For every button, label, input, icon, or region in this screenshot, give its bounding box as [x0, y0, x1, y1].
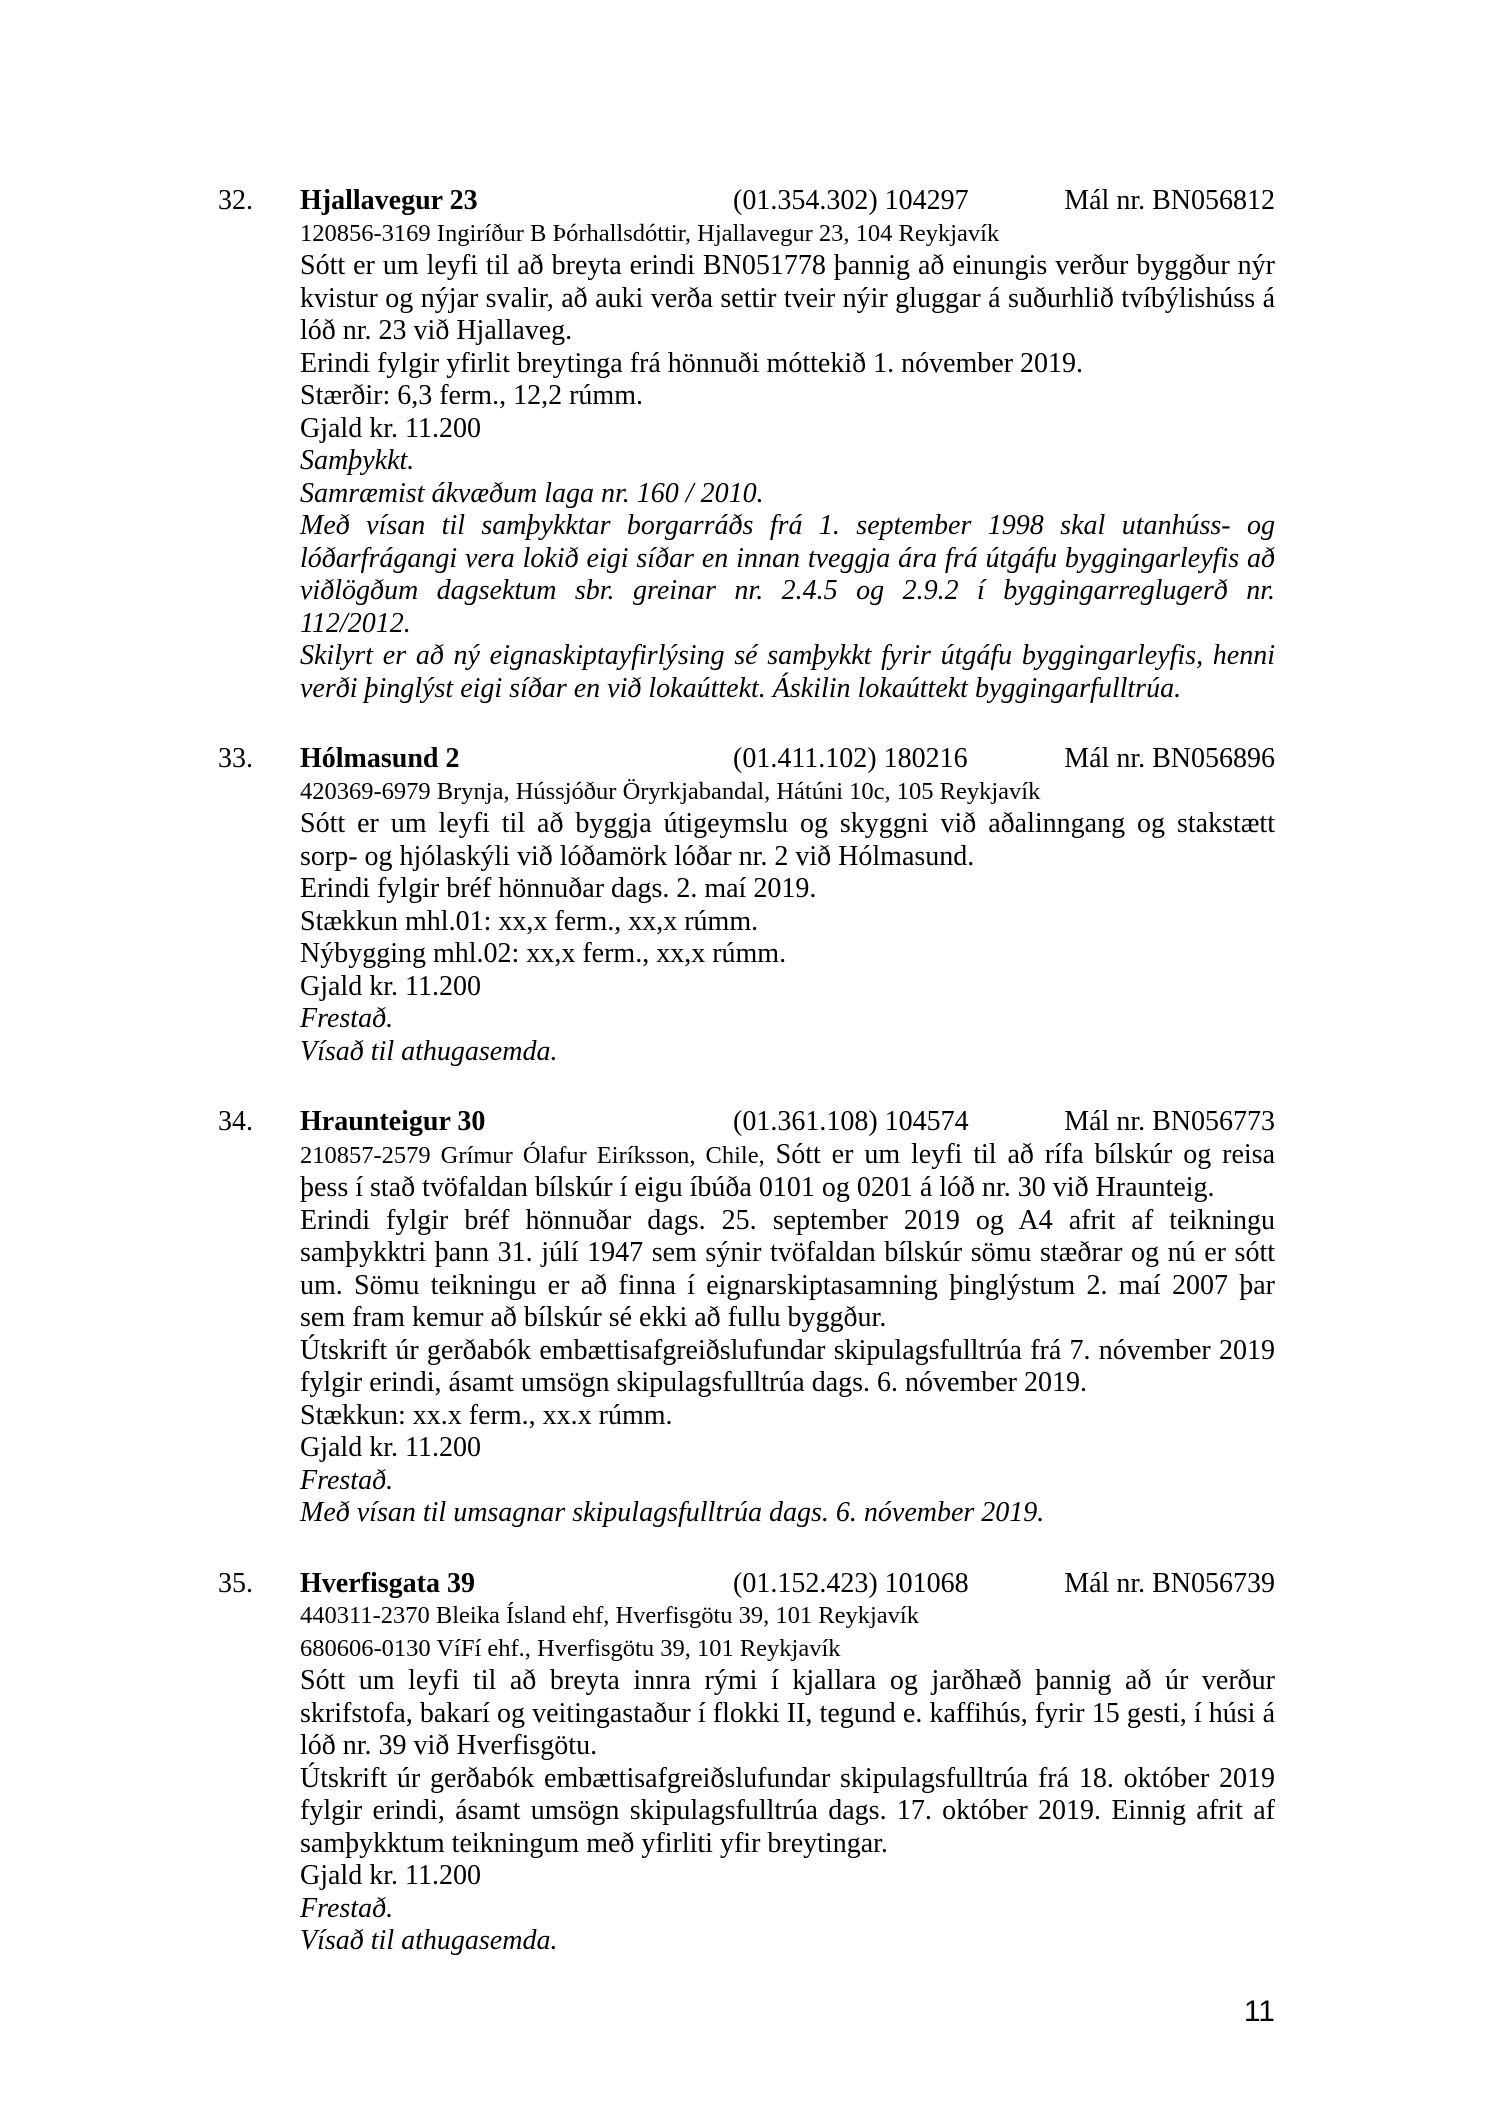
item-reference-number: (01.152.423) 101068 — [733, 1567, 969, 1599]
owner-inline: 210857-2579 Grímur Ólafur Eiríksson, Chile, — [300, 1141, 765, 1169]
item-number: 33. — [218, 743, 253, 774]
decision-note: Með vísan til umsagnar skipulagsfulltrúa dags. 6. nóvember 2019. — [300, 1497, 1045, 1528]
excerpt-paragraph: Útskrift úr gerðabók embættisafgreiðslufundar skipulagsfulltrúa frá 7. nóvember 2019 fylgir erindi, ásamt umsögn skipulagsfulltrúa dags. 6. nóvember 2019. — [300, 1334, 1275, 1398]
item-header — [300, 743, 1275, 776]
item-number: 34. — [218, 1106, 253, 1137]
decision-note: Vísað til athugasemda. — [300, 1925, 558, 1956]
item-case-number: Mál nr. BN056812 — [1064, 185, 1275, 216]
dimensions-line: Stækkun: xx.x ferm., xx.x rúmm. — [300, 1399, 673, 1431]
item-address-title: Hjallavegur 23 — [300, 185, 478, 216]
fee-line: Gjald kr. 11.200 — [300, 970, 481, 1002]
item-header — [300, 1106, 1275, 1139]
enclosure-paragraph: Erindi fylgir bréf hönnuðar dags. 25. september 2019 og A4 afrit af teikningu samþykktri þann 31. júlí 1947 sem sýnir tvöfaldan bílskúr sömu stæðrar og nú er sótt um. Sömu teikningu er að finna í eignarskiptasamning þinglýstum 2. maí 2007 þar sem fram kemur að bílskúr sé ekki að fullu byggður. — [300, 1204, 1275, 1333]
item-reference-number: (01.411.102) 180216 — [733, 743, 968, 774]
fee-line: Gjald kr. 11.200 — [300, 412, 481, 444]
owner-line: 680606-0130 VíFí ehf., Hverfisgötu 39, 101 Reykjavík — [300, 1634, 841, 1662]
application-text: Sótt er um leyfi til að rífa bílskúr og reisa þess í stað tvöfaldan bílskúr í eigu íbúða 0101 og 0201 á lóð nr. 30 við Hraunteig. — [300, 1138, 1275, 1203]
owner-line: 120856-3169 Ingiríður B Þórhallsdóttir, Hjallavegur 23, 104 Reykjavík — [300, 219, 1000, 247]
enclosure-line: Erindi fylgir bréf hönnuðar dags. 2. maí 2019. — [300, 873, 817, 904]
decision-status: Samþykkt. — [300, 445, 415, 476]
item-content — [300, 743, 1275, 1068]
item-content — [300, 1568, 1275, 1958]
agenda-item-32 — [218, 185, 1275, 705]
item-header — [300, 1568, 1275, 1601]
item-case-number: Mál nr. BN056739 — [1064, 1567, 1275, 1599]
decision-status: Frestað. — [300, 1892, 394, 1924]
decision-status: Frestað. — [300, 1003, 394, 1034]
item-number: 32. — [218, 185, 253, 216]
excerpt-paragraph: Útskrift úr gerðabók embættisafgreiðslufundar skipulagsfulltrúa frá 18. október 2019 fylgir erindi, ásamt umsögn skipulagsfulltrúa dags. 17. október 2019. Einnig afrit af samþykktum teikningum með yfirliti yfir breytingar. — [300, 1762, 1275, 1859]
item-content — [300, 185, 1275, 705]
decision-note: Vísað til athugasemda. — [300, 1035, 558, 1067]
application-paragraph: Sótt er um leyfi til að breyta erindi BN051778 þannig að einungis verður byggður nýr kvistur og nýjar svalir, að auki verða settir tveir nýir gluggar á suðurhlið tvíbýlishúss á lóð nr. 23 við Hjallaveg. — [300, 250, 1275, 346]
fee-line: Gjald kr. 11.200 — [300, 1432, 481, 1463]
application-paragraph — [300, 1139, 1275, 1205]
application-paragraph: Sótt er um leyfi til að byggja útigeymslu og skyggni við aðalinngang og stakstætt sorp- og hjólaskýli við lóðamörk lóðar nr. 2 við Hólmasund. — [300, 808, 1275, 872]
owner-line: 440311-2370 Bleika Ísland ehf, Hverfisgötu 39, 101 Reykjavík — [300, 1602, 919, 1629]
item-content — [300, 1106, 1275, 1530]
decision-note: Með vísan til samþykktar borgarráðs frá 1. september 1998 skal utanhúss- og lóðarfrágangi vera lokið eigi síðar en innan tveggja ára frá útgáfu byggingarleyfis að viðlögðum dagsektum sbr. greinar nr. 2.4.5 og 2.9.2 í byggingarreglugerð nr. 112/2012. — [300, 510, 1275, 639]
item-case-number: Mál nr. BN056896 — [1064, 743, 1275, 774]
item-case-number: Mál nr. BN056773 — [1064, 1106, 1275, 1137]
dimensions-line: Stækkun mhl.01: xx,x ferm., xx,x rúmm. — [300, 905, 759, 937]
agenda-item-35 — [218, 1568, 1275, 1958]
item-reference-number: (01.354.302) 104297 — [733, 185, 969, 216]
item-address-title: Hraunteigur 30 — [300, 1106, 486, 1137]
item-header — [300, 185, 1275, 218]
item-number: 35. — [218, 1567, 253, 1599]
agenda-item-34 — [218, 1106, 1275, 1530]
agenda-item-33 — [218, 743, 1275, 1068]
owner-line: 420369-6979 Brynja, Hússjóður Öryrkjabandal, Hátúni 10c, 105 Reykjavík — [300, 777, 1041, 805]
fee-line: Gjald kr. 11.200 — [300, 1860, 481, 1891]
decision-note: Skilyrt er að ný eignaskiptayfirlýsing sé samþykkt fyrir útgáfu byggingarleyfis, henni verði þinglýst eigi síðar en við lokaúttekt. Áskilin lokaúttekt byggingarfulltrúa. — [300, 640, 1275, 704]
item-address-title: Hólmasund 2 — [300, 743, 460, 774]
dimensions-line: Nýbygging mhl.02: xx,x ferm., xx,x rúmm. — [300, 938, 787, 969]
item-reference-number: (01.361.108) 104574 — [733, 1106, 969, 1137]
page-number: 11 — [1243, 1995, 1275, 2028]
application-paragraph: Sótt um leyfi til að breyta innra rými í kjallara og jarðhæð þannig að úr verður skrifstofa, bakarí og veitingastaður í flokki II, tegund e. kaffihús, fyrir 15 gesti, í húsi á lóð nr. 39 við Hverfisgötu. — [300, 1665, 1275, 1761]
item-address-title: Hverfisgata 39 — [300, 1567, 475, 1599]
dimensions-line: Stærðir: 6,3 ferm., 12,2 rúmm. — [300, 380, 643, 411]
decision-status: Frestað. — [300, 1464, 394, 1496]
enclosure-line: Erindi fylgir yfirlit breytinga frá hönnuði móttekið 1. nóvember 2019. — [300, 347, 1084, 379]
decision-note: Samræmist ákvæðum laga nr. 160 / 2010. — [300, 477, 764, 509]
